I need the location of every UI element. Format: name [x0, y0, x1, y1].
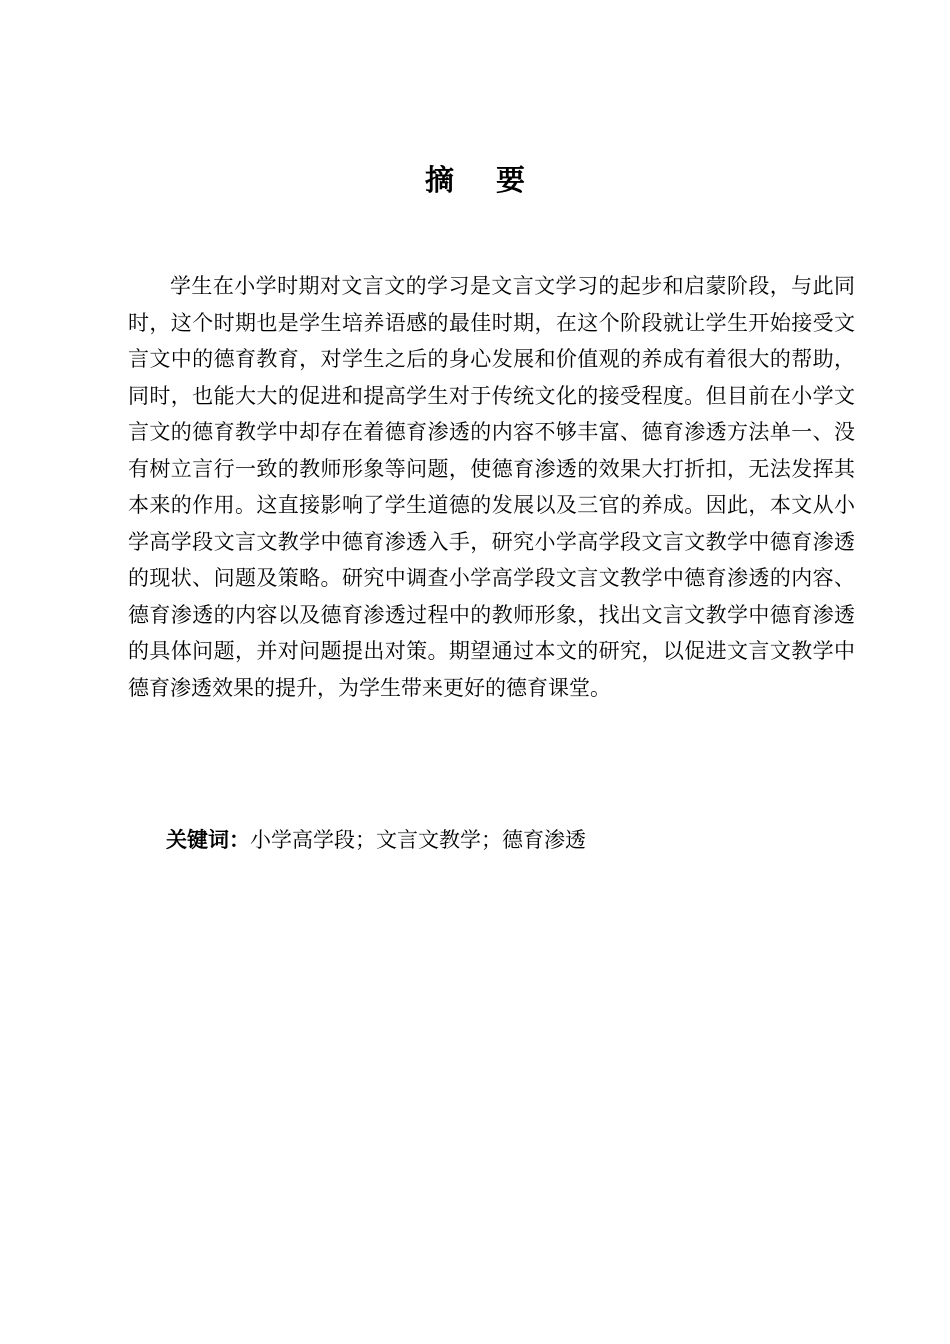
keywords-value: 小学高学段；文言文教学；德育渗透: [250, 828, 586, 852]
abstract-title-char-1: 摘: [424, 163, 454, 197]
keywords-line: [166, 822, 856, 858]
keywords-label: 关键词：: [166, 828, 250, 852]
abstract-title: [0, 160, 950, 200]
abstract-body: 学生在小学时期对文言文的学习是文言文学习的起步和启蒙阶段，与此同时，这个时期也是学生培养语感的最佳时期，在这个阶段就让学生开始接受文言文中的德育教育，对学生之后的身心发展和价值观的养成有着很大的帮助，同时，也能大大的促进和提高学生对于传统文化的接受程度。但目前在小学文言文的德育教学中却存在着德育渗透的内容不够丰富、德育渗透方法单一、没有树立言行一致的教师形象等问题，使德育渗透的效果大打折扣，无法发挥其本来的作用。这直接影响了学生道德的发展以及三官的养成。因此，本文从小学高学段文言文教学中德育渗透入手，研究小学高学段文言文教学中德育渗透的现状、问题及策略。研究中调查小学高学段文言文教学中德育渗透的内容、德育渗透的内容以及德育渗透过程中的教师形象，找出文言文教学中德育渗透的具体问题，并对问题提出对策。期望通过本文的研究，以促进文言文教学中德育渗透效果的提升，为学生带来更好的德育课堂。: [128, 274, 855, 700]
abstract-title-char-2: 要: [496, 163, 526, 197]
